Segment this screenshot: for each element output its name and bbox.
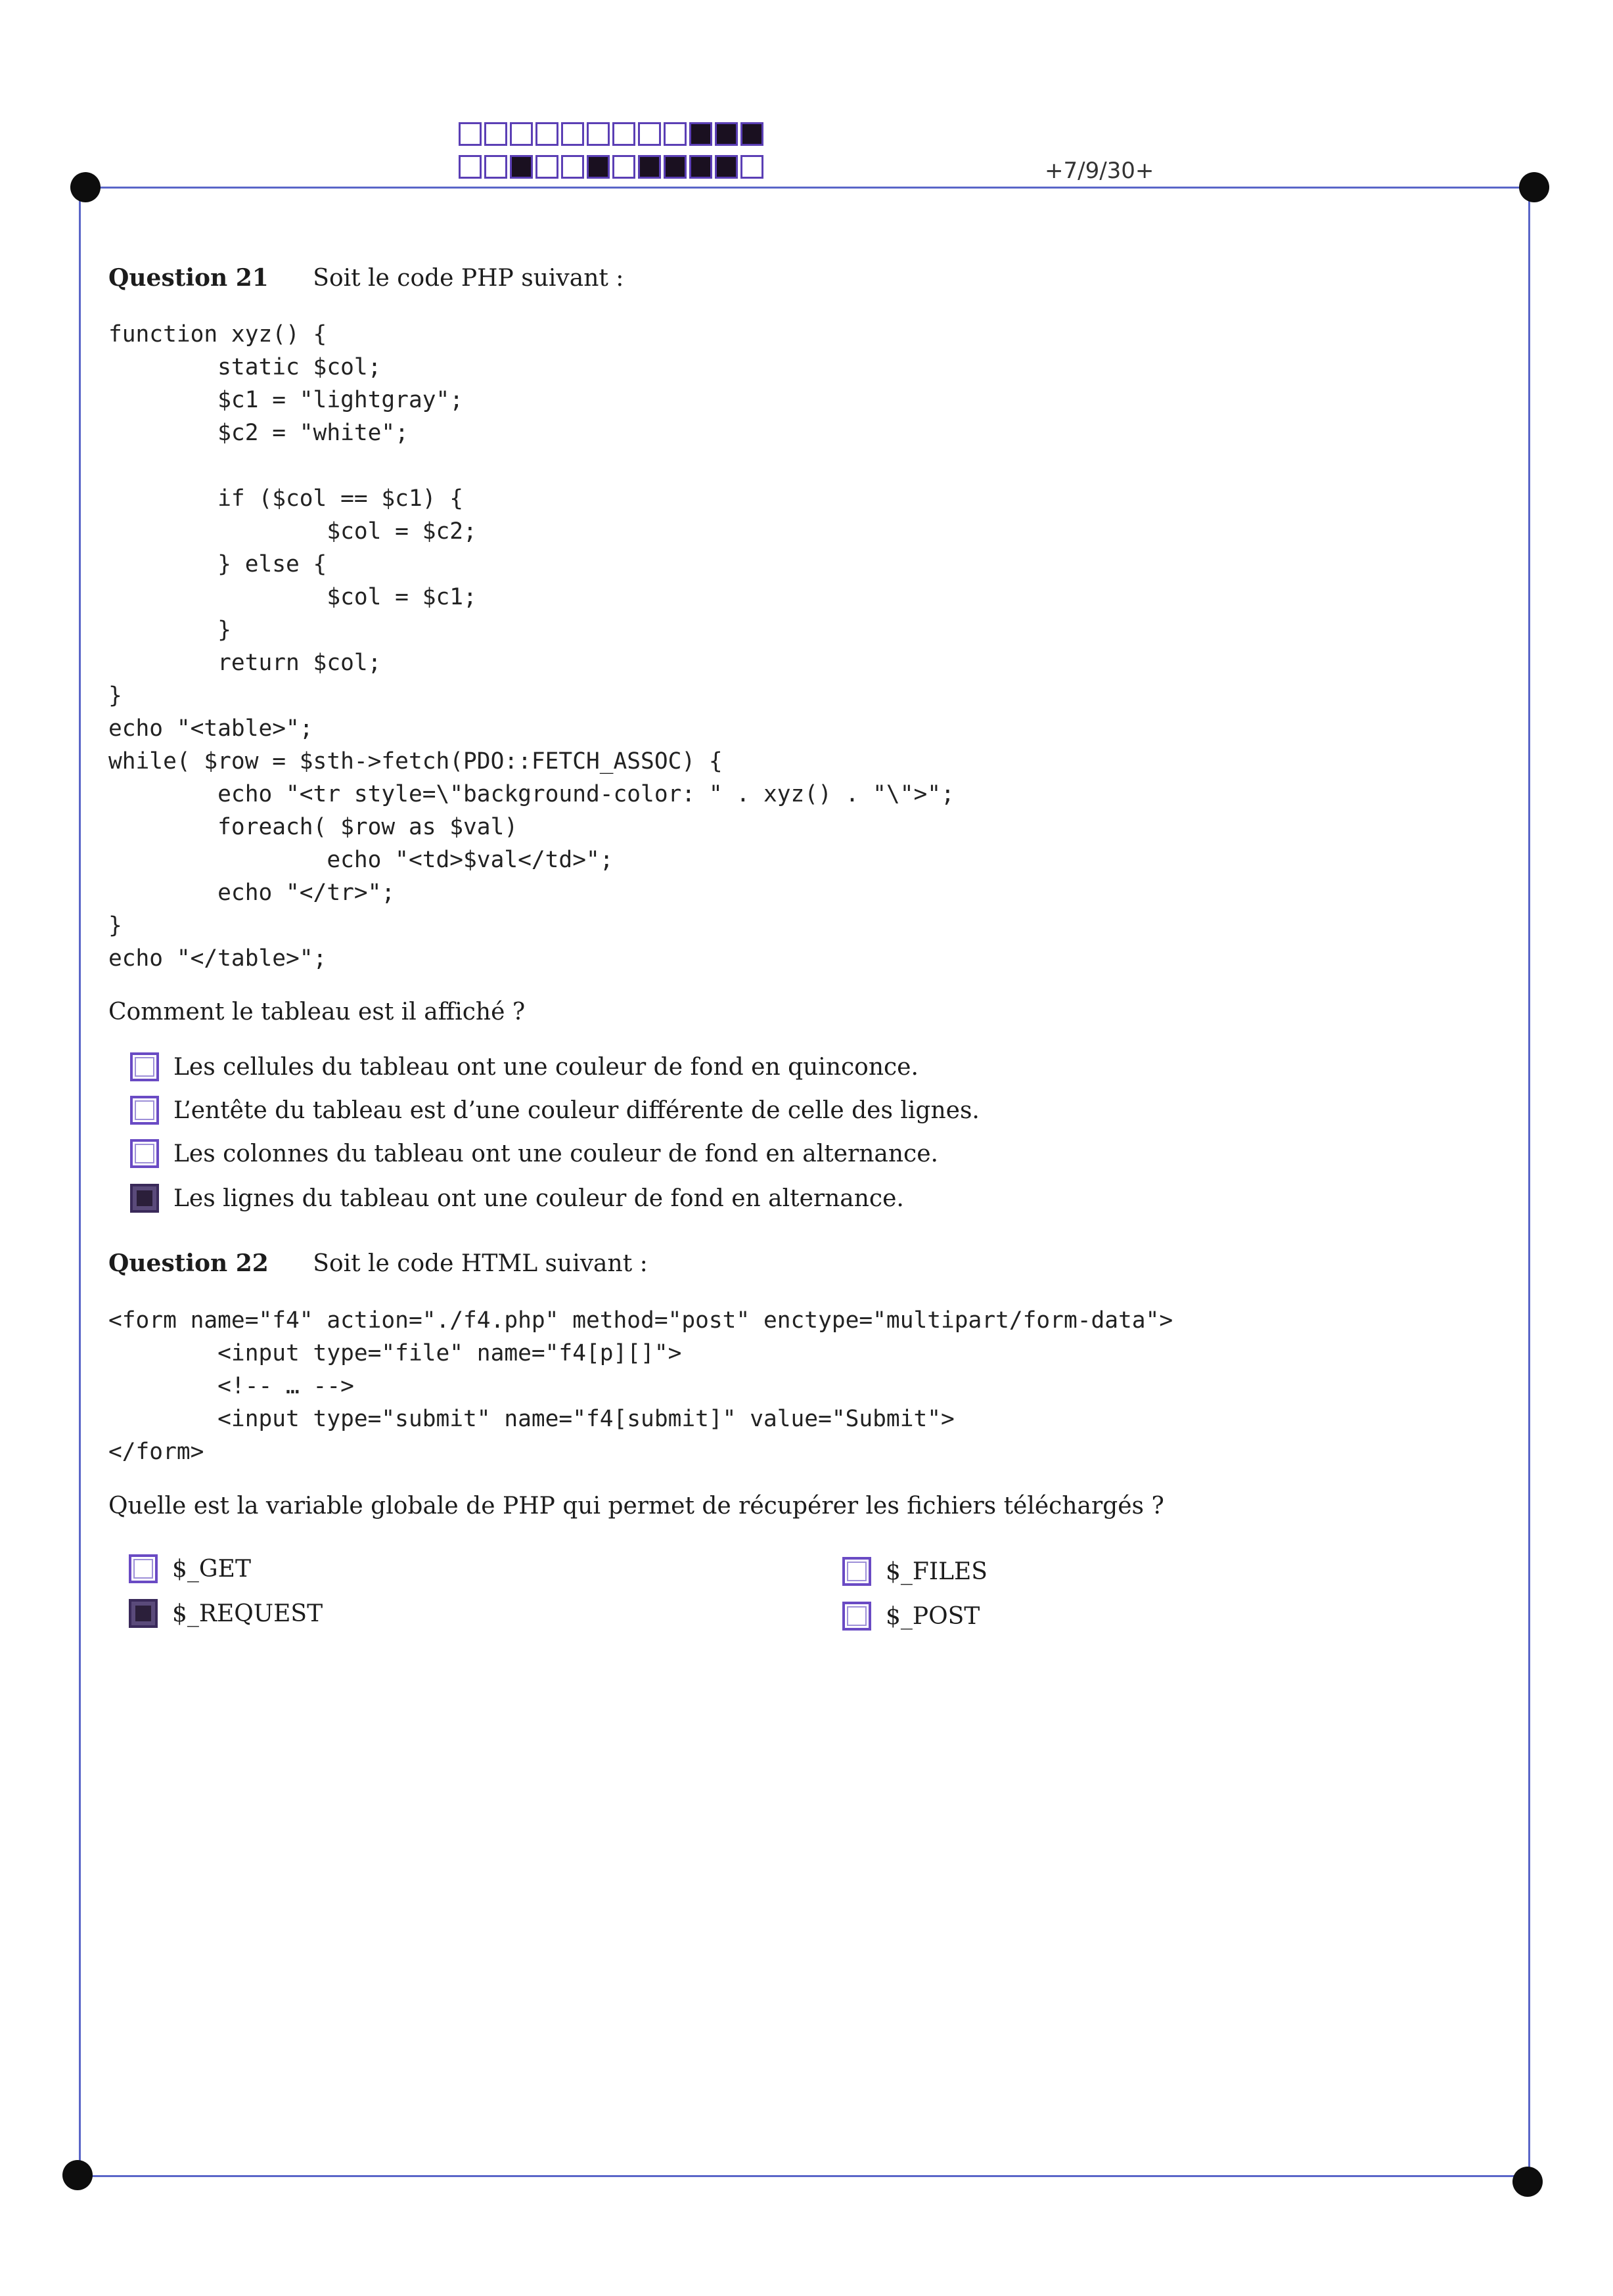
barcode-bottom-cell [689,155,712,179]
checkbox[interactable] [842,1557,871,1586]
html-code-block: <form name="f4" action="./f4.php" method="post" enctype="multipart/form-data"> <input type="file" name="f4[p][]"> <!-- … --> <input type="submit" name="f4[submit]" value="Submit"> </form> [108,1307,1173,1465]
barcode-bottom-cell [459,155,482,179]
corner-mark-top-right [1519,172,1549,202]
q22-option-get[interactable] [129,1554,251,1583]
barcode-top-row [459,122,766,146]
option-label: $_POST [886,1602,980,1630]
barcode-top-cell [459,122,482,146]
checkbox[interactable] [130,1139,159,1168]
php-code-block: function xyz() { static $col; $c1 = "lightgray"; $c2 = "white"; if ($col == $c1) { $col = $c2; } else { $col = $c1; } return $col; } echo "<table>"; while( $row = $sth->fetch(PDO::FETCH_ASSOC) { echo "<tr style=\"background-color: " . xyz() . "\">"; foreach( $row as $val) echo "<td>$val</td>"; echo "</tr>"; } echo "</table>"; [108,321,955,972]
barcode-top-cell [561,122,584,146]
barcode-bottom-cell [612,155,635,179]
q22-option-post[interactable] [842,1602,980,1631]
q21-option-3[interactable] [130,1139,938,1168]
q21-option-2[interactable] [130,1096,980,1125]
question-intro: Soit le code HTML suivant : [313,1250,648,1277]
checkbox[interactable] [129,1599,158,1628]
barcode-bottom-cell [510,155,533,179]
barcode-bottom-cell [664,155,687,179]
corner-mark-bottom-left [62,2160,93,2190]
question-22-header [108,1249,648,1277]
question-number: Question 21 [108,264,269,292]
q21-option-4[interactable] [130,1184,904,1213]
question-21-prompt: Comment le tableau est il affiché ? [108,999,526,1025]
q22-option-files[interactable] [842,1557,988,1586]
barcode-bottom-cell [740,155,763,179]
barcode-top-cell [715,122,738,146]
barcode-top-cell [740,122,763,146]
corner-mark-bottom-right [1512,2167,1543,2197]
page-id: +7/9/30+ [1045,158,1154,184]
barcode-top-cell [664,122,687,146]
checkbox[interactable] [842,1602,871,1631]
barcode-bottom-cell [484,155,507,179]
option-label: $_GET [172,1555,251,1583]
barcode-top-cell [612,122,635,146]
barcode-top-cell [535,122,558,146]
option-label: L’entête du tableau est d’une couleur différente de celle des lignes. [173,1096,980,1124]
q21-option-1[interactable] [130,1052,919,1081]
question-22-prompt: Quelle est la variable globale de PHP qui permet de récupérer les fichiers téléchargés ? [108,1493,1164,1519]
barcode-top-cell [484,122,507,146]
barcode-top-cell [689,122,712,146]
option-label: Les colonnes du tableau ont une couleur de fond en alternance. [173,1140,938,1167]
barcode-bottom-cell [561,155,584,179]
barcode-top-cell [638,122,661,146]
barcode-bottom-cell [638,155,661,179]
checkbox[interactable] [130,1184,159,1213]
corner-mark-top-left [70,172,101,202]
barcode-bottom-cell [587,155,610,179]
question-intro: Soit le code PHP suivant : [313,265,624,292]
checkbox[interactable] [130,1096,159,1125]
barcode-bottom-cell [715,155,738,179]
frame-bottom-line [78,2175,1528,2177]
question-number: Question 22 [108,1249,269,1277]
barcode-top-cell [510,122,533,146]
option-label: $_FILES [886,1558,988,1585]
barcode-bottom-row [459,155,766,179]
barcode-top-cell [587,122,610,146]
q22-option-request[interactable] [129,1599,323,1628]
question-21-header [108,264,624,292]
frame-right-line [1528,188,1530,2176]
option-label: Les lignes du tableau ont une couleur de fond en alternance. [173,1184,904,1212]
option-label: $_REQUEST [172,1600,323,1627]
option-label: Les cellules du tableau ont une couleur de fond en quinconce. [173,1053,919,1081]
frame-left-line [79,188,81,2176]
barcode-bottom-cell [535,155,558,179]
frame-top-line [85,187,1535,189]
checkbox[interactable] [130,1052,159,1081]
checkbox[interactable] [129,1554,158,1583]
